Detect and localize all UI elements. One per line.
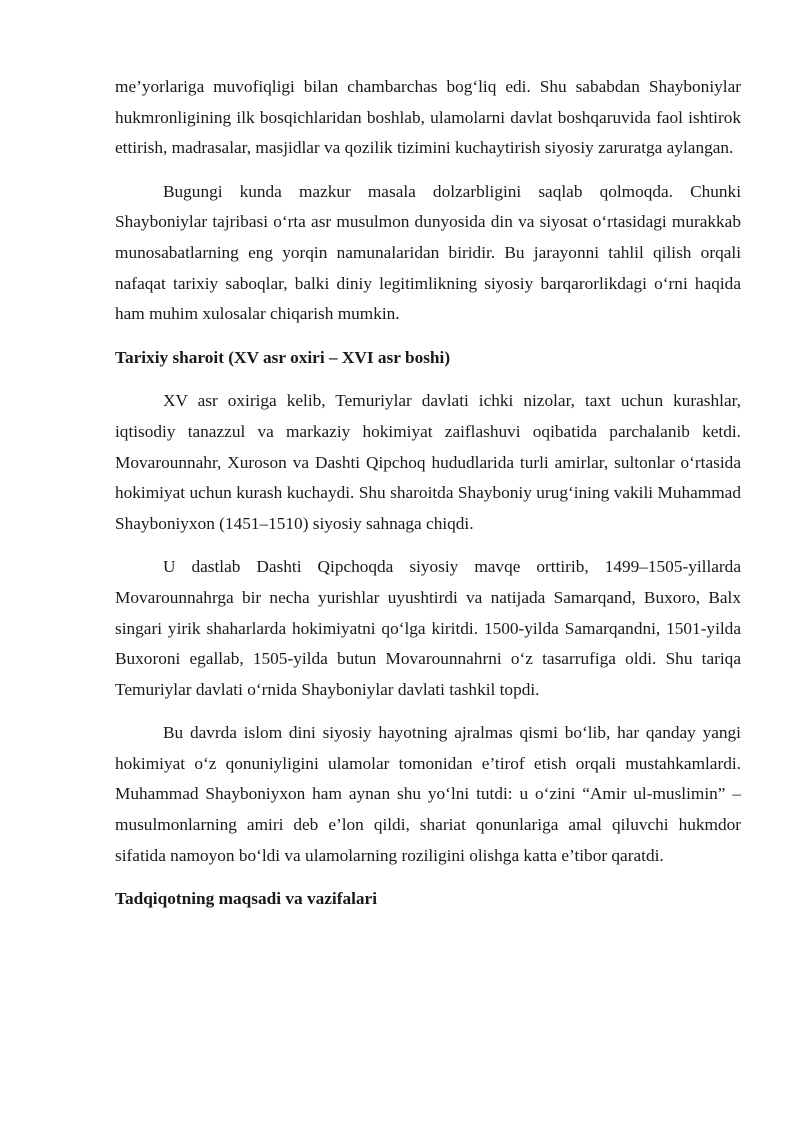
paragraph-conquests: U dastlab Dashti Qipchoqda siyosiy mavqe orttirib, 1499–1505-yillarda Movarounnahrga bir necha yurishlar uyushtirdi va natijada Samarqand, Buxoro, Balx singari yirik shaharlarda hokimiyatni qo‘lga kiritdi. 1500-yilda Samarqandni, 1501-yilda Buxoroni egallab, 1505-yilda butun Movarounnahrni o‘z tasarrufiga oldi. Shu tariqa Temuriylar davlati o‘rnida Shayboniylar davlati tashkil topdi. bbox=[115, 557, 741, 699]
paragraph-timurid-decline: XV asr oxiriga kelib, Temuriylar davlati ichki nizolar, taxt uchun kurashlar, iqtisodiy tanazzul va markaziy hokimiyat zaiflashuvi oqibatida parchalanib ketdi. Movarounnahr, Xuroson va Dashti Qipchoq hududlarida turli amirlar, sultonlar o‘rtasida hokimiyat uchun kurash kuchaydi. Shu sharoitda Shayboniy urug‘ining vakili Muhammad Shayboniyxon (1451–1510) siyosiy sahnaga chiqdi. bbox=[115, 391, 741, 533]
document-page bbox=[115, 72, 741, 928]
paragraph-continuation: me’yorlariga muvofiqligi bilan chambarchas bog‘liq edi. Shu sababdan Shayboniylar hukmronligining ilk bosqichlaridan boshlab, ulamolarni davlat boshqaruvida faol ishtirok ettirish, madrasalar, masjidlar va qozilik tizimini kuchaytirish siyosiy zaruratga aylangan. bbox=[115, 77, 741, 158]
paragraph-religion-politics: Bu davrda islom dini siyosiy hayotning ajralmas qismi bo‘lib, har qanday yangi hokimiyat o‘z qonuniyligini ulamolar tomonidan e’tirof etish orqali mustahkamlardi. Muhammad Shayboniyxon ham aynan shu yo‘lni tutdi: u o‘zini “Amir ul-muslimin” – musulmonlarning amiri deb e’lon qildi, shariat qonunlariga amal qiluvchi hukmdor sifatida namoyon bo‘ldi va ulamolarning roziligini olishga katta e’tibor qaratdi. bbox=[115, 723, 741, 865]
section-heading-research-aims: Tadqiqotning maqsadi va vazifalari bbox=[115, 889, 378, 909]
section-heading-historical-context: Tarixiy sharoit (XV asr oxiri – XVI asr boshi) bbox=[115, 347, 451, 367]
paragraph-relevance: Bugungi kunda mazkur masala dolzarbligini saqlab qolmoqda. Chunki Shayboniylar tajribasi o‘rta asr musulmon dunyosida din va siyosat o‘rtasidagi murakkab munosabatlarning eng yorqin namunalaridan biridir. Bu jarayonni tahlil qilish orqali nafaqat tarixiy saboqlar, balki diniy legitimlikning siyosiy barqarorlikdagi o‘rni haqida ham muhim xulosalar chiqarish mumkin. bbox=[115, 181, 741, 324]
